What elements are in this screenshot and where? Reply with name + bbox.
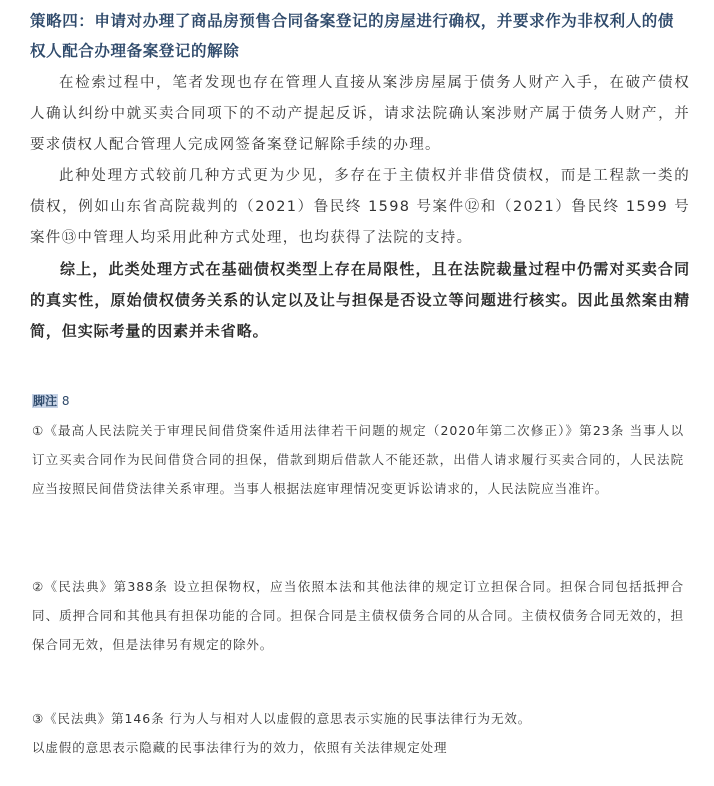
footnote-heading-label: 脚注 [33, 394, 58, 408]
paragraph-conclusion: 综上，此类处理方式在基础债权类型上存在局限性，且在法院裁量过程中仍需对买卖合同的真实性，原始债权债务关系的认定以及让与担保是否设立等问题进行核实。因此虽然案由精简，但实际考量的因素并未省略。 [30, 260, 690, 340]
footnote-heading [32, 392, 69, 410]
footnote-3: ③《民法典》第146条 行为人与相对人以虚假的意思表示实施的民事法律行为无效。 [32, 711, 532, 726]
footnote-2: ②《民法典》第388条 设立担保物权，应当依照本法和其他法律的规定订立担保合同。担保合同包括抵押合同、质押合同和其他具有担保功能的合同。担保合同是主债权债务合同的从合同。主债权债务合同无效的，担保合同无效，但是法律另有规定的除外。 [32, 579, 684, 652]
paragraph-retrieval: 在检索过程中，笔者发现也存在管理人直接从案涉房屋属于债务人财产入手，在破产债权人确认纠纷中就买卖合同项下的不动产提起反诉，请求法院确认案涉财产属于债务人财产，并要求债权人配合管理人完成网签备案登记解除手续的办理。 [30, 75, 690, 153]
paragraph-rare-method: 此种处理方式较前几种方式更为少见，多存在于主债权并非借贷债权，而是工程款一类的债权，例如山东省高院裁判的（2021）鲁民终 1598 号案件⑫和（2021）鲁民终 1599 号案件⑬中管理人均采用此种方式处理，也均获得了法院的支持。 [30, 168, 690, 246]
strategy-title: 策略四：申请对办理了商品房预售合同备案登记的房屋进行确权，并要求作为非权利人的债权人配合办理备案登记的解除 [30, 12, 675, 60]
footnote-1: ①《最高人民法院关于审理民间借贷案件适用法律若干问题的规定（2020年第二次修正）》第23条 当事人以订立买卖合同作为民间借贷合同的担保，借款到期后借款人不能还款，出借人请求履行买卖合同的，人民法院应当按照民间借贷法律关系审理。当事人根据法庭审理情况变更诉讼请求的，人民法院应当准许。 [32, 423, 684, 496]
footnote-heading-suffix: 8 [61, 394, 70, 408]
footnote-3-continuation: 以虚假的意思表示隐藏的民事法律行为的效力，依照有关法律规定处理 [32, 740, 448, 755]
